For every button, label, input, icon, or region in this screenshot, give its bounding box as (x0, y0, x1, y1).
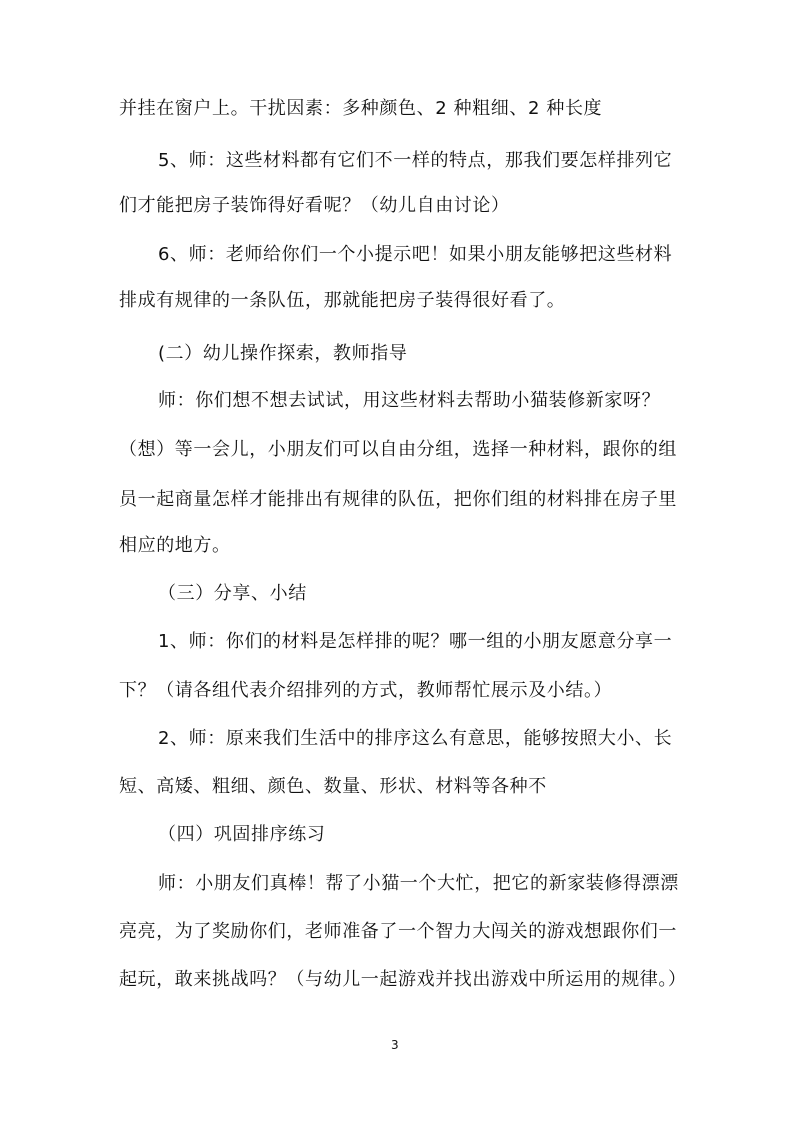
section-heading: （三）分享、小结 (158, 583, 307, 604)
text-line: 师：小朋友们真棒！帮了小猫一个大忙，把它的新家装修得漂漂 (158, 873, 679, 894)
text-line: 5、师：这些材料都有它们不一样的特点，那我们要怎样排列它 (158, 150, 673, 171)
text-line: 们才能把房子装饰得好看呢？（幼儿自由讨论） (119, 195, 510, 216)
text-line: 排成有规律的一条队伍，那就能把房子装得很好看了。 (119, 290, 566, 311)
text-line: 短、高矮、粗细、颜色、数量、形状、材料等各种不 (119, 776, 547, 797)
text-line: 1、师：你们的材料是怎样排的呢？哪一组的小朋友愿意分享一 (158, 631, 673, 652)
text-line: 下？（请各组代表介绍排列的方式，教师帮忙展示及小结。） (119, 680, 613, 701)
text-line: 起玩，敢来挑战吗？（与幼儿一起游戏并找出游戏中所运用的规律。） (119, 969, 687, 990)
section-heading: （四）巩固排序练习 (158, 824, 326, 845)
page-number: 3 (391, 1038, 399, 1052)
text-line: 亮亮，为了奖励你们，老师准备了一个智力大闯关的游戏想跟你们一 (119, 921, 677, 942)
text-line: 并挂在窗户上。干扰因素：多种颜色、2 种粗细、2 种长度 (119, 98, 603, 119)
text-line: 相应的地方。 (119, 535, 231, 556)
text-line: （想）等一会儿，小朋友们可以自由分组，选择一种材料，跟你的组 (119, 439, 677, 460)
section-heading: (二）幼儿操作探索，教师指导 (158, 343, 408, 364)
text-line: 6、师：老师给你们一个小提示吧！如果小朋友能够把这些材料 (158, 244, 673, 265)
text-line: 员一起商量怎样才能排出有规律的队伍，把你们组的材料排在房子里 (119, 489, 677, 510)
text-line: 2、师：原来我们生活中的排序这么有意思，能够按照大小、长 (158, 728, 673, 749)
text-line: 师：你们想不想去试试，用这些材料去帮助小猫装修新家呀？ (158, 390, 661, 411)
